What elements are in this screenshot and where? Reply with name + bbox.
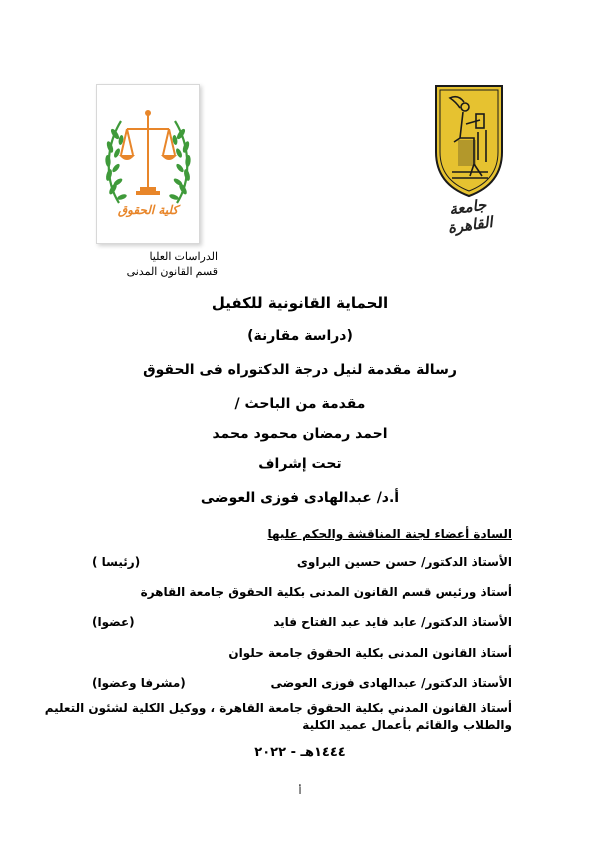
law-faculty-logo-caption: كلية الحقوق: [117, 203, 179, 217]
thesis-subtitle: (دراسة مقارنة): [247, 328, 353, 344]
department-line-graduate-studies: الدراسات العليا: [149, 251, 218, 263]
department-line-civil-law: قسم القانون المدنى: [126, 266, 218, 278]
law-faculty-logo: [96, 84, 200, 244]
committee-member-1-position: أستاذ ورئيس قسم القانون المدنى بكلية الحقوق جامعة القاهرة: [140, 585, 512, 599]
committee-heading: السادة أعضاء لجنة المناقشة والحكم عليها: [267, 527, 512, 541]
supervisor-name: أ.د/ عبدالهادى فوزى العوضى: [200, 490, 400, 506]
researcher-name: احمد رمضان محمود محمد: [212, 426, 388, 442]
committee-member-3-position-line2: والطلاب والقائم بأعمال عميد الكلية: [302, 718, 512, 732]
thesis-title: الحماية القانونية للكفيل: [211, 294, 389, 312]
supervision-label: تحت إشراف: [258, 456, 342, 472]
committee-member-3-role: (مشرفا وعضوا): [92, 676, 186, 690]
committee-member-3-position-line1: أستاذ القانون المدني بكلية الحقوق جامعة القاهرة ، ووكيل الكلية لشئون التعليم: [44, 701, 512, 715]
committee-member-2-name: الأستاذ الدكتور/ عابد فايد عبد الفتاح فايد: [273, 615, 512, 629]
thoth-emblem-icon: [430, 80, 508, 200]
committee-member-1-name: الأستاذ الدكتور/ حسن حسين البراوى: [296, 555, 512, 569]
scales-of-justice-icon: [97, 85, 199, 243]
cairo-university-logo-caption: جامعة القاهرة: [446, 195, 494, 237]
committee-member-1-role: (رئيسا ): [92, 555, 141, 569]
committee-member-2-position: أستاذ القانون المدنى بكلية الحقوق جامعة حلوان: [228, 646, 512, 660]
committee-member-3-name: الأستاذ الدكتور/ عبدالهادى فوزى العوضى: [270, 676, 512, 690]
cairo-university-logo: [430, 80, 508, 237]
committee-member-2-role: (عضوا): [92, 615, 135, 629]
thesis-purpose: رسالة مقدمة لنيل درجة الدكتوراه فى الحقوق: [143, 362, 457, 378]
thesis-date: ١٤٤٤هـ - ٢٠٢٢: [254, 745, 346, 760]
page-number: أ: [298, 786, 302, 797]
department-block: [127, 250, 218, 280]
presented-by-label: مقدمة من الباحث /: [234, 396, 366, 412]
